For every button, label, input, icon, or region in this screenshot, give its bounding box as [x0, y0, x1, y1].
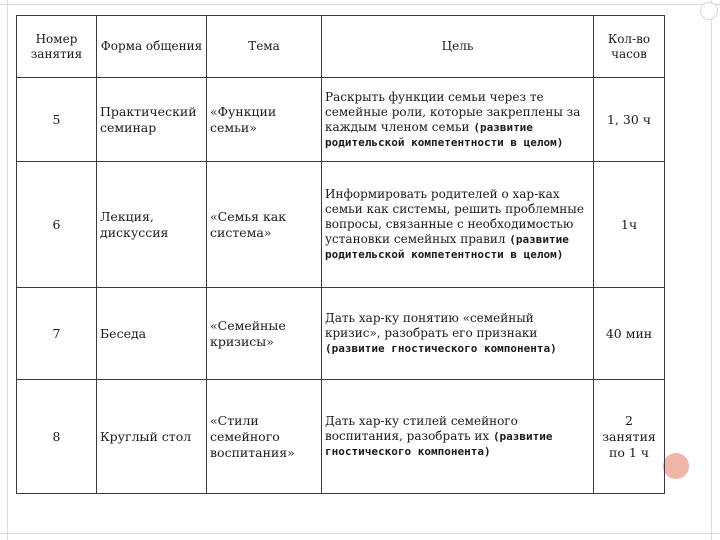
cell-topic: «Стили семейного воспитания» — [207, 380, 322, 494]
cell-number: 5 — [17, 78, 97, 162]
goal-emphasis: (развитие гностического компонента) — [325, 430, 553, 458]
cell-number: 6 — [17, 162, 97, 288]
cell-number: 7 — [17, 288, 97, 380]
cell-hours: 1ч — [594, 162, 665, 288]
cell-topic: «Семейные кризисы» — [207, 288, 322, 380]
slide-frame-top-line — [0, 4, 720, 5]
cell-goal — [322, 288, 594, 380]
slide-frame-left-line — [7, 0, 8, 540]
cell-goal — [322, 78, 594, 162]
decorative-dot-icon — [663, 453, 689, 479]
cell-hours: 40 мин — [594, 288, 665, 380]
table-header-row — [17, 16, 665, 78]
decorative-circle-icon — [700, 2, 718, 20]
cell-hours: 1, 30 ч — [594, 78, 665, 162]
table-row — [17, 380, 665, 494]
cell-topic: «Функции семьи» — [207, 78, 322, 162]
lessons-table — [16, 15, 665, 494]
table-row — [17, 162, 665, 288]
cell-number: 8 — [17, 380, 97, 494]
goal-text: Дать хар-ку стилей семейного воспитания, разобрать их — [325, 414, 518, 443]
goal-text: Информировать родителей о хар-ках семьи как системы, решить проблемные вопросы, связанные с необходимостью установки семейных правил — [325, 187, 584, 246]
goal-emphasis: (развитие родительской компетентности в целом) — [325, 120, 564, 149]
cell-topic: «Семья как система» — [207, 162, 322, 288]
cell-goal — [322, 380, 594, 494]
goal-emphasis: (развитие родительской компетентности в целом) — [325, 233, 569, 261]
slide-frame-bottom-line — [0, 533, 720, 534]
header-topic: Тема — [207, 16, 322, 78]
goal-emphasis: (развитие гностического компонента) — [325, 342, 557, 355]
header-number: Номер занятия — [17, 16, 97, 78]
cell-hours: 2 занятия по 1 ч — [594, 380, 665, 494]
goal-text: Раскрыть функции семьи через те семейные роли, которые закреплены за каждым членом семьи — [325, 89, 581, 134]
cell-form: Круглый стол — [97, 380, 207, 494]
goal-text: Дать хар-ку понятию «семейный кризис», разобрать его признаки — [325, 311, 538, 340]
header-hours: Кол-во часов — [594, 16, 665, 78]
cell-form: Лекция, дискуссия — [97, 162, 207, 288]
table-row — [17, 78, 665, 162]
slide-frame-right-line — [711, 0, 712, 540]
cell-form: Беседа — [97, 288, 207, 380]
header-goal: Цель — [322, 16, 594, 78]
cell-form: Практический семинар — [97, 78, 207, 162]
cell-goal — [322, 162, 594, 288]
header-form: Форма общения — [97, 16, 207, 78]
table-row — [17, 288, 665, 380]
